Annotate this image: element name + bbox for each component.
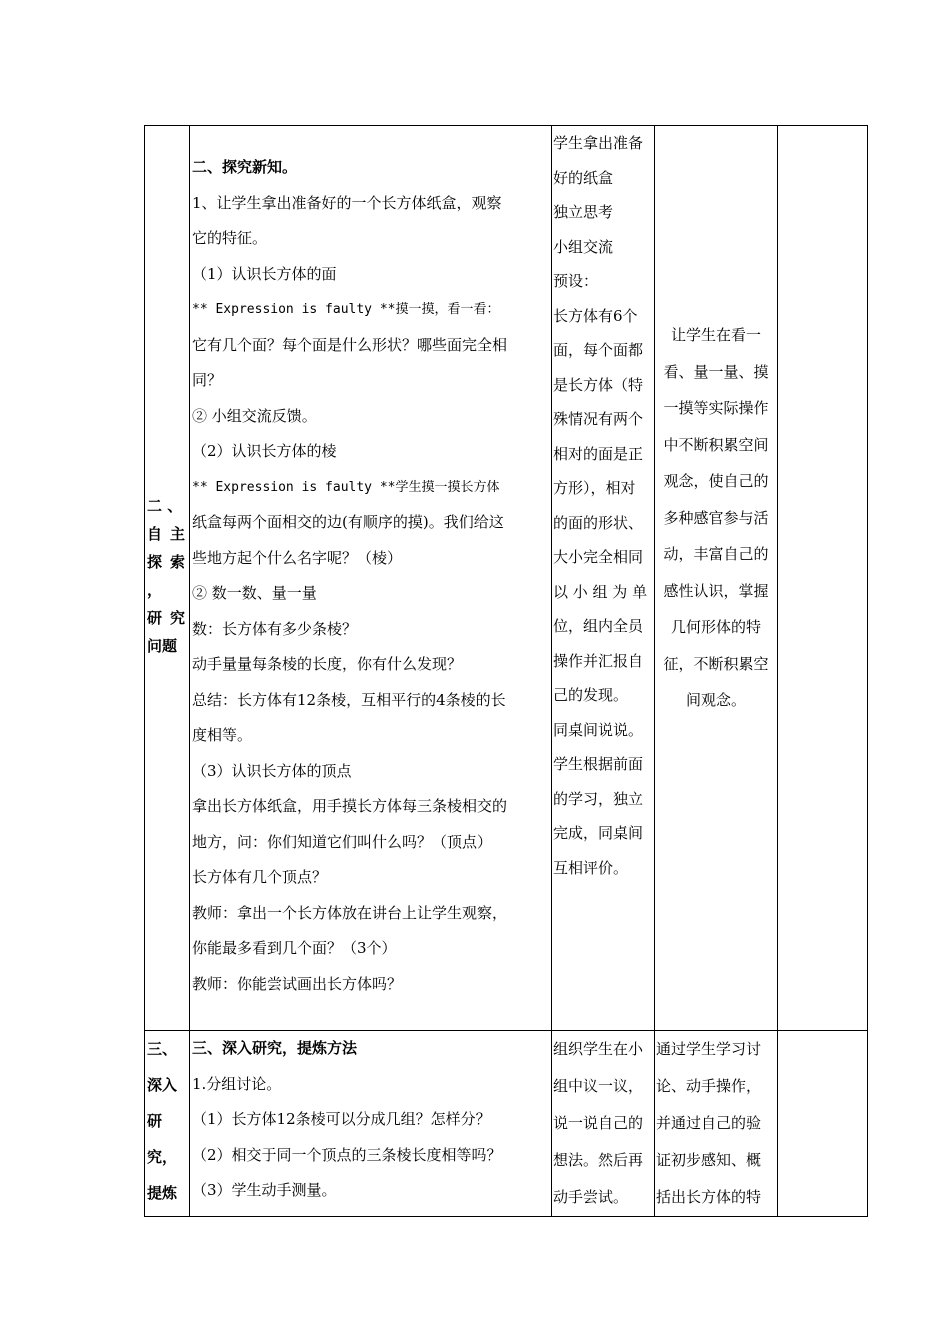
- content-line: （1）长方体12条棱可以分成几组？怎样分？: [192, 1110, 491, 1128]
- stage-cell: [145, 126, 190, 1031]
- content-line: 教师：你能尝试画出长方体吗？: [192, 974, 403, 993]
- content-line: 同？: [192, 371, 223, 389]
- content-line: （3）学生动手测量。: [192, 1181, 337, 1199]
- student-line: 小组交流: [553, 237, 614, 256]
- intent-line: 中不断积累空间: [663, 435, 769, 454]
- student-line: 大小完全相同: [553, 548, 644, 566]
- stage-line: 二 、: [147, 497, 183, 515]
- section-heading: 三、深入研究，提炼方法: [192, 1039, 358, 1057]
- student-line: 完成，同桌间: [553, 824, 644, 842]
- student-activity-cell: [552, 1031, 655, 1217]
- intent-line: 动，丰富自己的: [663, 545, 769, 564]
- content-line: 数：长方体有多少条棱？: [192, 619, 358, 638]
- content-line: （2）认识长方体的棱: [192, 442, 337, 460]
- notes-cell: [778, 126, 868, 1031]
- intent-line: 一摸等实际操作: [663, 399, 769, 418]
- intent-line: 感性认识，掌握: [663, 581, 769, 600]
- content-line: 纸盒每两个面相交的边(有顺序的摸)。我们给这: [192, 513, 504, 531]
- stage-line: 研 究: [147, 609, 185, 627]
- intent-line: 让学生在看一: [670, 326, 761, 345]
- stage-line: 研: [147, 1112, 163, 1130]
- content-line: （2）相交于同一个顶点的三条棱长度相等吗？: [192, 1145, 502, 1164]
- content-line: 它的特征。: [192, 229, 268, 247]
- content-line: 教师：拿出一个长方体放在讲台上让学生观察，: [192, 903, 508, 922]
- student-line: 互相评价。: [553, 858, 629, 877]
- student-line: 的学习，独立: [553, 789, 644, 808]
- content-line: 它有几个面？每个面是什么形状？哪些面完全相: [192, 335, 508, 354]
- content-line: 总结：长方体有12条棱，互相平行的4条棱的长: [192, 690, 506, 709]
- content-line: ** Expression is faulty **摸一摸，看一看：: [192, 302, 500, 317]
- teaching-content-cell: [190, 126, 552, 1031]
- stage-line: 三、: [147, 1040, 178, 1058]
- table-row: [145, 1031, 868, 1217]
- lesson-plan-table: [144, 125, 868, 1217]
- intent-line: 证初步感知、概: [656, 1151, 762, 1169]
- content-line: ② 小组交流反馈。: [192, 406, 317, 425]
- stage-line: 自 主: [147, 525, 185, 543]
- stage-line: 提炼: [147, 1184, 178, 1202]
- notes-cell: [778, 1031, 868, 1217]
- student-line: 方形），相对: [553, 479, 636, 497]
- student-line: 学生根据前面: [553, 755, 644, 773]
- student-line: 的面的形状、: [553, 513, 644, 532]
- content-line: 1、让学生拿出准备好的一个长方体纸盒，观察: [192, 193, 502, 212]
- intent-line: 通过学生学习讨: [656, 1040, 762, 1058]
- content-line: （3）认识长方体的顶点: [192, 761, 352, 780]
- student-line: 好的纸盒: [553, 168, 614, 187]
- student-line: 预设：: [553, 272, 599, 290]
- intent-line: 几何形体的特: [670, 618, 761, 637]
- student-line: 殊情况有两个: [553, 410, 644, 428]
- intent-line: 并通过自己的验: [656, 1114, 762, 1132]
- student-line: 想法。然后再: [553, 1151, 644, 1169]
- section-heading: 二、探究新知。: [192, 158, 298, 176]
- student-line: 说一说自己的: [553, 1114, 644, 1132]
- intent-line: 看、量一量、摸: [663, 362, 769, 381]
- stage-line: 究，: [147, 1148, 178, 1166]
- student-line: 动手尝试。: [553, 1188, 629, 1206]
- intent-line: 论、动手操作，: [656, 1077, 762, 1095]
- intent-line: 多种感官参与活: [663, 508, 769, 527]
- content-line: 拿出长方体纸盒，用手摸长方体每三条棱相交的: [192, 797, 508, 815]
- student-line: 组中议一议，: [553, 1077, 644, 1095]
- content-line: 度相等。: [192, 726, 253, 744]
- content-line: （1）认识长方体的面: [192, 264, 337, 283]
- content-line: 长方体有几个顶点？: [192, 868, 328, 886]
- student-line: 面，每个面都: [553, 341, 644, 359]
- stage-cell: [145, 1031, 190, 1217]
- intent-line: 括出长方体的特: [656, 1188, 762, 1206]
- student-line: 操作并汇报自: [553, 651, 644, 670]
- content-line: 动手量量每条棱的长度，你有什么发现？: [192, 655, 463, 673]
- teaching-content-cell: [190, 1031, 552, 1217]
- content-line: 些地方起个什么名字呢？（棱）: [192, 548, 403, 567]
- student-line: 长方体有6个: [553, 306, 638, 325]
- student-line: 组织学生在小: [553, 1040, 644, 1058]
- intent-line: 征，不断积累空: [663, 654, 769, 673]
- student-line: 学生拿出准备: [553, 134, 644, 152]
- design-intent-cell: [655, 126, 778, 1031]
- stage-line: 探 索 ，: [147, 553, 185, 599]
- design-intent-cell: [655, 1031, 778, 1217]
- intent-line: 间观念。: [685, 691, 746, 710]
- content-line: 1.分组讨论。: [192, 1074, 282, 1093]
- content-line: ** Expression is faulty **学生摸一摸长方体: [192, 479, 500, 495]
- content-line: ② 数一数、量一量: [192, 584, 317, 602]
- intent-line: 观念，使自己的: [663, 472, 769, 491]
- content-line: 地方，问：你们知道它们叫什么吗？（顶点）: [192, 832, 493, 851]
- student-line: 己的发现。: [553, 686, 629, 704]
- content-line: 你能最多看到几个面？（3个）: [192, 939, 397, 957]
- student-line: 相对的面是正: [553, 444, 644, 463]
- student-line: 独立思考: [553, 203, 614, 221]
- student-line: 位，组内全员: [553, 617, 644, 635]
- stage-line: 问题: [147, 637, 178, 655]
- student-activity-cell: [552, 126, 655, 1031]
- stage-line: 深入: [147, 1076, 178, 1094]
- student-line: 是长方体（特: [553, 375, 644, 394]
- student-line: 以 小 组 为 单: [553, 582, 648, 601]
- student-line: 同桌间说说。: [553, 720, 644, 739]
- table-row: [145, 126, 868, 1031]
